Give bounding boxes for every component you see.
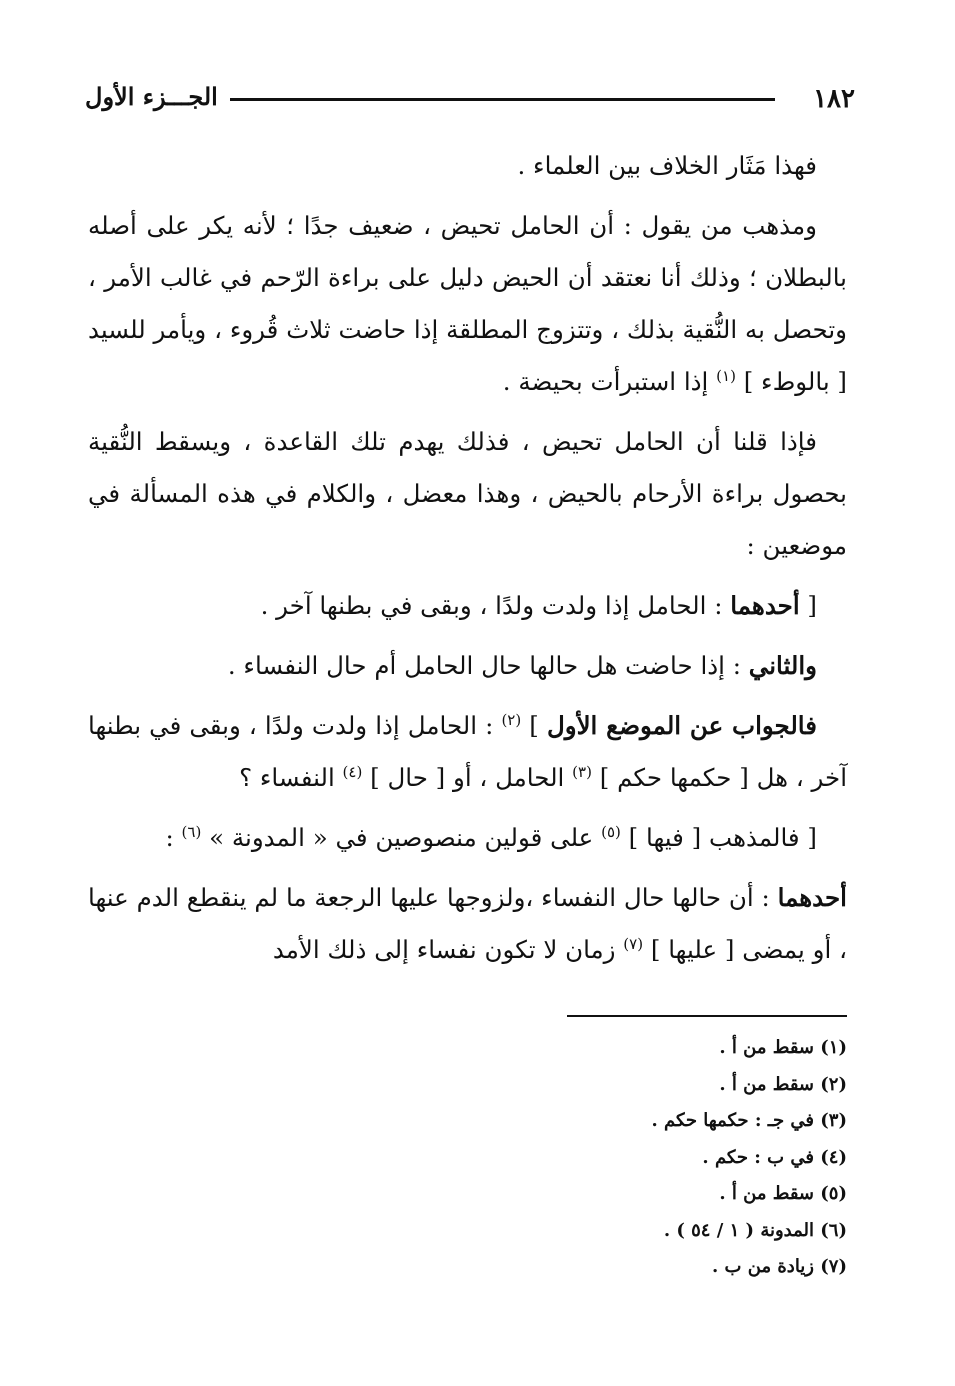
- paragraph: [88, 700, 847, 804]
- paragraph: [88, 416, 847, 572]
- footnote: (٦) المدونة ( ١ / ٥٤ ) .: [663, 1219, 847, 1241]
- page-header: [85, 80, 855, 116]
- body-text: [88, 140, 847, 976]
- paragraph: [88, 812, 847, 864]
- footnote-ref: (٧): [623, 934, 644, 953]
- paragraph: [88, 580, 847, 632]
- bold-term: أحدهما: [730, 591, 800, 620]
- bold-term: فالجواب عن الموضع الأول: [546, 711, 817, 740]
- header-rule: [230, 98, 775, 101]
- text-run: : الحامل إذا ولدت ولدًا ، وبقى في بطنها آخر .: [260, 591, 731, 620]
- text-run: :: [165, 823, 182, 852]
- paragraph: [88, 200, 847, 408]
- footnote-ref: (٤): [342, 762, 363, 781]
- text-run: [ فالمذهب [ فيها ]: [620, 823, 817, 852]
- text-run: الحامل ، أو [ حال ]: [362, 763, 573, 792]
- page-number: ١٨٢: [813, 84, 855, 114]
- footnote: (٢) سقط من أ .: [719, 1073, 847, 1095]
- footnote: (٣) في جـ : حكمها حكم .: [651, 1110, 847, 1131]
- bold-term: والثاني: [748, 651, 817, 680]
- footnote-ref: (٢): [501, 710, 522, 729]
- text-run: النفساء ؟: [239, 763, 343, 792]
- footnote-rule: [567, 1015, 847, 1017]
- bold-term: أحدهما: [777, 883, 847, 912]
- text-run: فهذا مَثَار الخلاف بين العلماء .: [517, 151, 817, 180]
- paragraph: [88, 140, 847, 192]
- text-run: على قولين منصوصين في « المدونة »: [201, 823, 602, 852]
- text-run: زمان لا تكون نفساء إلى ذلك الأمد: [272, 935, 624, 964]
- footnotes: [300, 1030, 847, 1286]
- text-run: فإذا قلنا أن الحامل تحيض ، فذلك يهدم تلك القاعدة ، ويسقط النُّقية بحصول براءة الأرحام بالحيض ، وهذا معضل ، والكلام في هذه المسألة في موضعين :: [88, 427, 847, 560]
- text-run: ومذهب من يقول : أن الحامل تحيض ، ضعيف جدًا ؛ لأنه يكر على أصله بالبطلان ؛ وذلك أنا نعتقد أن الحيض دليل على براءة الرّحم في غالب الأمر ، وتحصل به النُّقية بذلك ، وتتزوج المطلقة إذا حاضت ثلاث قُروء ، ويأمر للسيد [ بالوطء ]: [88, 211, 847, 396]
- footnote-ref: (١): [716, 366, 736, 385]
- footnote: (٥) سقط من أ .: [719, 1183, 847, 1204]
- text-run: : أن حالها حال النفساء ،ولزوجها عليها الرجعة ما لم ينقطع الدم عنها ، أو يمضى [ عليها ]: [88, 883, 847, 964]
- text-run: ]: [521, 711, 547, 740]
- text-run: إذا استبرأت بحيضة .: [502, 367, 717, 396]
- footnote-ref: (٣): [572, 762, 592, 781]
- text-run: [: [799, 591, 817, 620]
- footnote-ref: (٥): [601, 822, 621, 841]
- footnote: (٧) زيادة من ب .: [712, 1256, 847, 1277]
- running-title: الجـــزء الأول: [85, 82, 218, 111]
- footnote: (١) سقط من أ .: [719, 1037, 847, 1058]
- text-run: : إذا حاضت هل حالها حال الحامل أم حال النفساء .: [227, 651, 749, 680]
- footnote-ref: (٦): [181, 822, 202, 841]
- paragraph: [88, 872, 847, 976]
- paragraph: [88, 640, 847, 692]
- footnote: (٤) في ب : حكم .: [702, 1146, 847, 1168]
- text-run: : الحامل إذا ولدت ولدًا ، وبقى في بطنها آخر ، هل [ حكمها حكم ]: [88, 711, 847, 792]
